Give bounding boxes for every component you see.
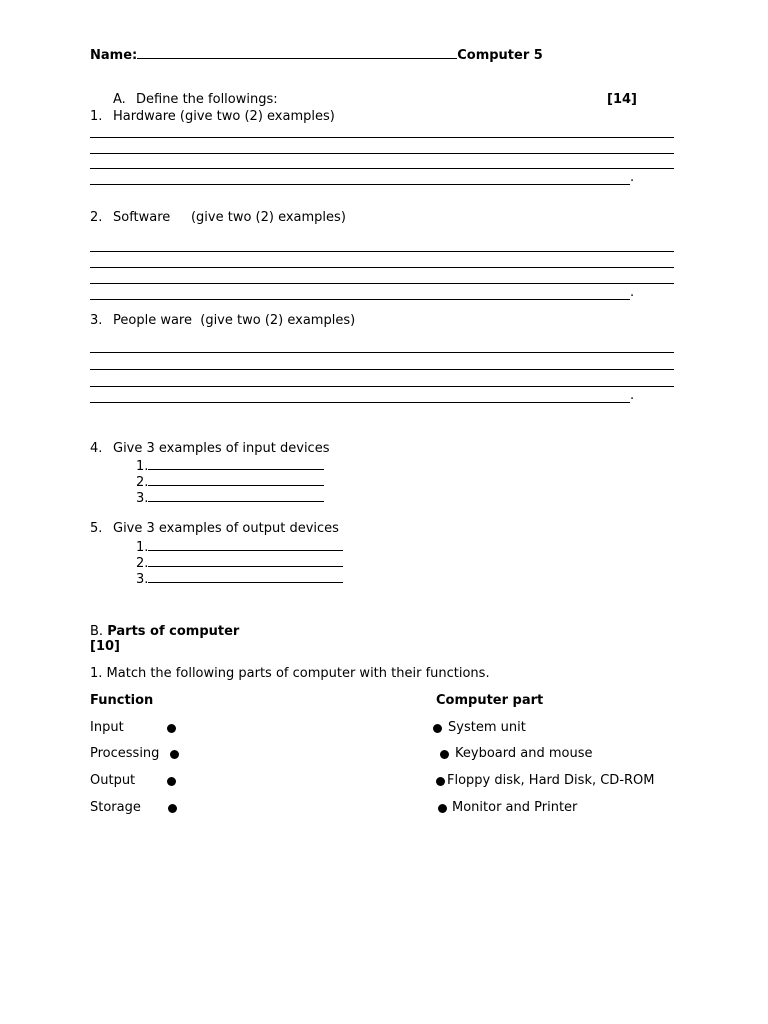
part-match-dot[interactable] — [440, 750, 449, 759]
name-blank[interactable] — [137, 46, 457, 59]
item-number: 3. — [136, 572, 149, 587]
function-label: Storage — [90, 800, 141, 815]
question-3-number: 3. — [90, 313, 103, 328]
computer-part-label: Floppy disk, Hard Disk, CD-ROM — [447, 773, 655, 788]
question-1-number: 1. — [90, 109, 103, 124]
section-b-title: Parts of computer — [107, 624, 240, 639]
section-b-heading — [90, 624, 239, 640]
question-2-number: 2. — [90, 210, 103, 225]
answer-line[interactable] — [90, 184, 630, 185]
function-match-dot[interactable] — [170, 750, 179, 759]
question-4-number: 4. — [90, 441, 103, 456]
computer-part-label: Monitor and Printer — [452, 800, 578, 815]
answer-line[interactable] — [90, 153, 674, 154]
answer-line[interactable] — [90, 251, 674, 252]
input-device-blank[interactable] — [148, 457, 324, 470]
input-device-blank[interactable] — [148, 489, 324, 502]
output-device-blank[interactable] — [148, 554, 343, 567]
function-match-dot[interactable] — [167, 724, 176, 733]
output-device-item — [136, 570, 343, 588]
part-match-dot[interactable] — [436, 777, 445, 786]
name-label — [90, 46, 543, 64]
function-label: Processing — [90, 746, 160, 761]
computer-part-label: Keyboard and mouse — [455, 746, 593, 761]
section-a-letter: A. — [113, 92, 126, 107]
input-device-blank[interactable] — [148, 473, 324, 486]
computer-part-header: Computer part — [436, 693, 544, 708]
answer-period: . — [630, 170, 635, 185]
answer-line[interactable] — [90, 283, 674, 284]
item-number: 2. — [136, 556, 149, 571]
question-1-text: Hardware (give two (2) examples) — [113, 109, 335, 124]
function-label: Output — [90, 773, 136, 788]
section-b-letter: B. — [90, 624, 104, 639]
question-2-text: Software (give two (2) examples) — [113, 210, 346, 225]
output-device-blank[interactable] — [148, 538, 343, 551]
input-device-item — [136, 489, 324, 507]
section-a-score: [14] — [607, 92, 637, 107]
answer-line[interactable] — [90, 369, 674, 370]
part-match-dot[interactable] — [433, 724, 442, 733]
function-header: Function — [90, 693, 154, 708]
item-number: 1. — [136, 540, 149, 555]
question-4-text: Give 3 examples of input devices — [113, 441, 330, 456]
item-number: 3. — [136, 491, 149, 506]
question-3-text: People ware (give two (2) examples) — [113, 313, 356, 328]
name-label-text: Name: — [90, 48, 138, 63]
answer-line[interactable] — [90, 168, 674, 169]
output-device-blank[interactable] — [148, 570, 343, 583]
part-match-dot[interactable] — [438, 804, 447, 813]
answer-line[interactable] — [90, 402, 630, 403]
answer-line[interactable] — [90, 352, 674, 353]
function-match-dot[interactable] — [167, 777, 176, 786]
match-instruction: 1. Match the following parts of computer with their functions. — [90, 666, 490, 681]
function-match-dot[interactable] — [168, 804, 177, 813]
item-number: 2. — [136, 475, 149, 490]
function-label: Input — [90, 720, 124, 735]
section-b-score: [10] — [90, 639, 120, 654]
subject-title: Computer 5 — [457, 48, 543, 63]
computer-part-label: System unit — [448, 720, 526, 735]
answer-line[interactable] — [90, 137, 674, 138]
question-5-text: Give 3 examples of output devices — [113, 521, 339, 536]
answer-period: . — [630, 285, 635, 300]
answer-line[interactable] — [90, 267, 674, 268]
answer-line[interactable] — [90, 386, 674, 387]
item-number: 1. — [136, 459, 149, 474]
answer-period: . — [630, 388, 635, 403]
section-a-title: Define the followings: — [136, 92, 278, 107]
question-5-number: 5. — [90, 521, 103, 536]
answer-line[interactable] — [90, 299, 630, 300]
